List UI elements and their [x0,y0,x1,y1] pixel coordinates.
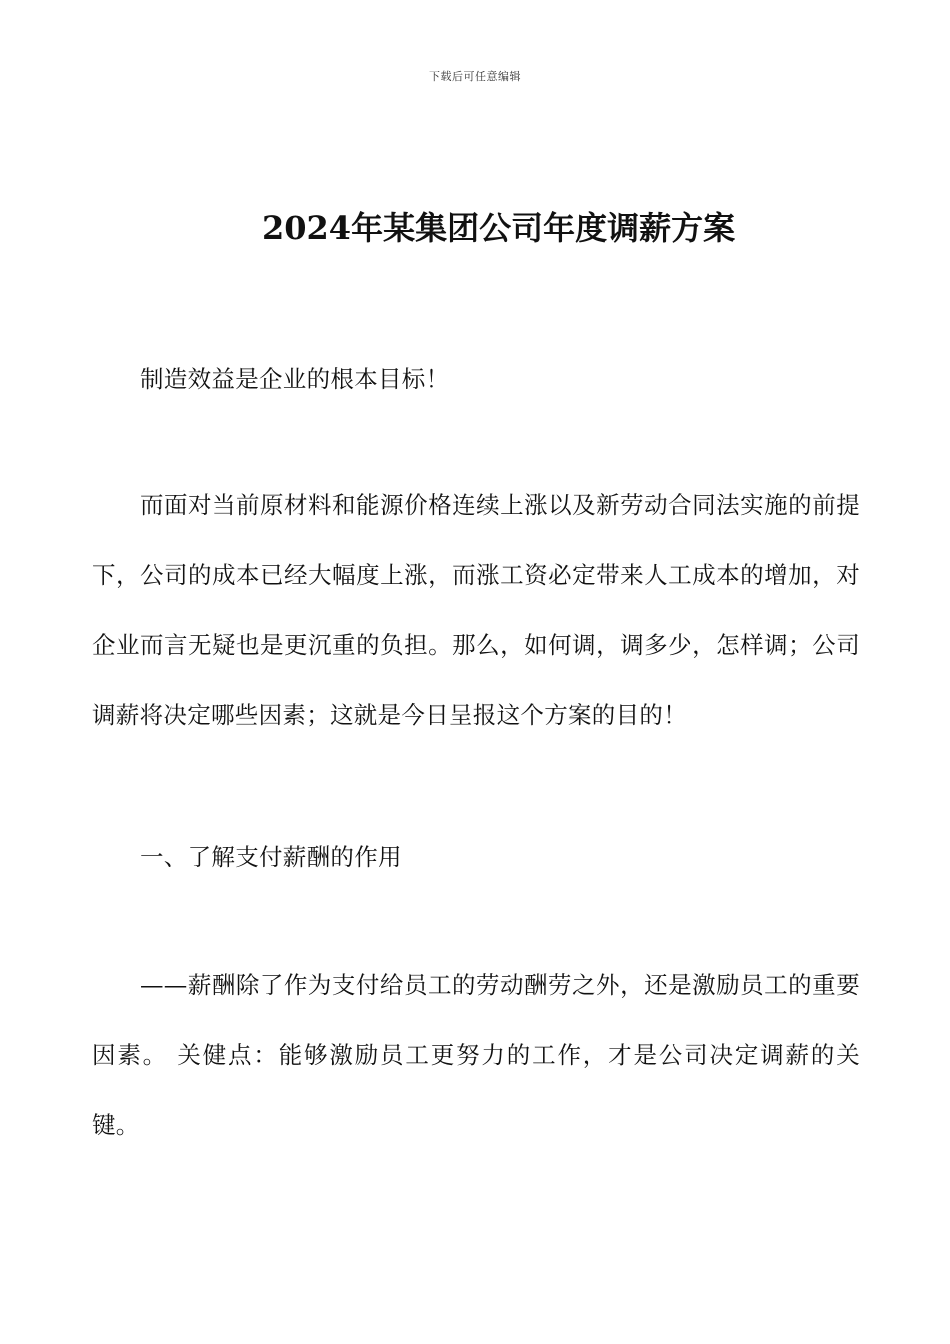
section-heading-1: 一、了解支付薪酬的作用 [140,843,402,871]
header-note: 下载后可任意编辑 [429,70,521,83]
document-title: 2024年某集团公司年度调薪方案 [262,209,736,247]
paragraph-salary-role: ——薪酬除了作为支付给员工的劳动酬劳之外，还是激励员工的重要因素。 关健点：能够激励员工更努力的工作，才是公司决定调薪的关键。 [92,971,860,1139]
paragraph-goal: 制造效益是企业的根本目标！ [140,365,450,393]
paragraph-background: 而面对当前原材料和能源价格连续上涨以及新劳动合同法实施的前提下，公司的成本已经大幅度上涨，而涨工资必定带来人工成本的增加，对企业而言无疑也是更沉重的负担。那么，如何调，调多少，怎样调；公司调薪将决定哪些因素；这就是今日呈报这个方案的目的！ [92,491,860,729]
